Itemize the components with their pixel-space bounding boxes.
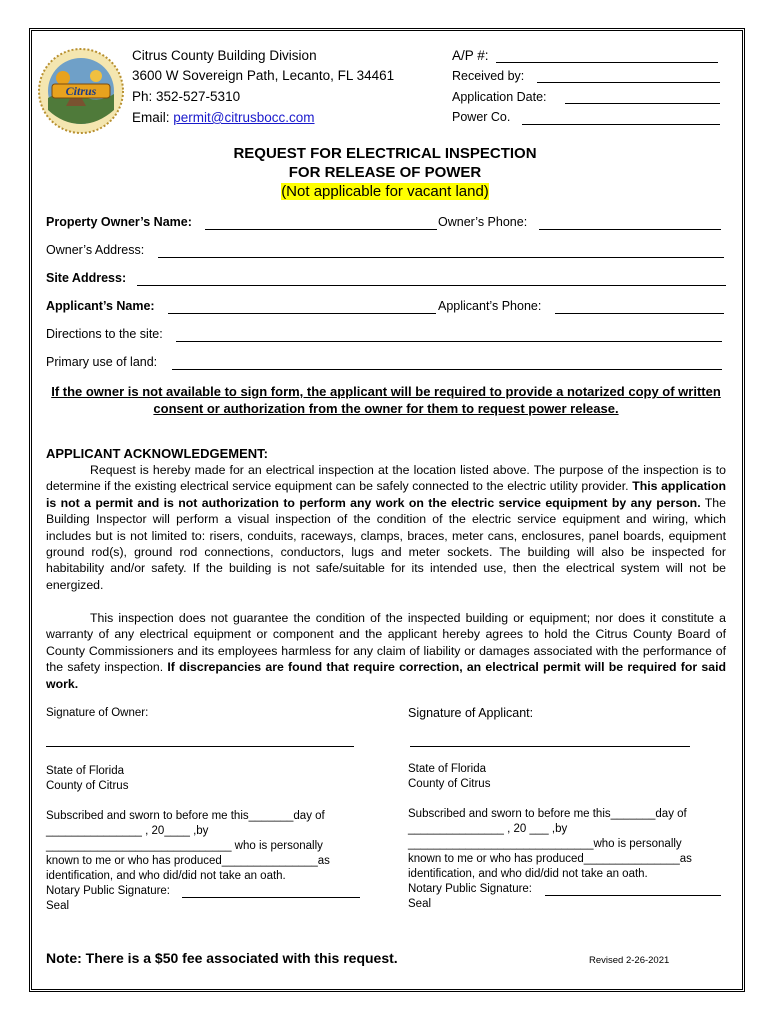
- owner-phone-field[interactable]: [539, 229, 721, 230]
- owner-name-label: Property Owner’s Name:: [46, 215, 192, 229]
- ack-p2-text: This inspection does not guarantee the condition of the inspected building or equipment; nor does it constitute a warranty of any electrical equipment or component and the applicant hereby agrees to hold the Citrus County Board of County Commissioners and its employees harmless for any claim of liability or damages associated with the performance of the safety inspection.: [46, 611, 726, 675]
- org-address: 3600 W Sovereign Path, Lecanto, FL 34461: [132, 68, 395, 83]
- sworn-text-right: Subscribed and sworn to before me this_______day of: [408, 808, 687, 820]
- seal-label-right: Seal: [408, 898, 432, 910]
- seal-label-left: Seal: [46, 900, 70, 912]
- org-phone: Ph: 352-527-5310: [132, 89, 241, 104]
- produced-line-right: known to me or who has produced_______________as: [408, 853, 692, 865]
- citrus-county-seal-logo: [38, 48, 124, 134]
- applicant-name-label: Applicant’s Name:: [46, 299, 155, 313]
- state-label-right: State of Florida: [408, 763, 486, 775]
- date-line-left: _______________ , 20____ ,by: [46, 825, 209, 837]
- fee-note: Note: There is a $50 fee associated with this request.: [46, 950, 398, 966]
- county-label-right: County of Citrus: [408, 778, 491, 790]
- produced-line-left: known to me or who has produced_______________as: [46, 855, 330, 867]
- ack-p2-bold: If discrepancies are found that require correction, an electrical permit will be required for said work.: [46, 660, 727, 691]
- owner-consent-warning: If the owner is not available to sign form, the applicant will be required to provide a notarized copy of written consent or authorization from the owner for them to request power release.: [51, 384, 721, 416]
- primary-use-label: Primary use of land:: [46, 355, 158, 369]
- ack-p1-bold: This application is not a permit and is not authorization to perform any work on the electric service equipment by any person.: [46, 479, 727, 510]
- personally-line-right: _____________________________who is personally: [408, 838, 682, 850]
- notary-label-right: Notary Public Signature:: [408, 883, 533, 895]
- org-name: Citrus County Building Division: [132, 48, 317, 63]
- svg-text:Citrus: Citrus: [65, 84, 97, 98]
- notary-signature-line-right[interactable]: [545, 895, 721, 896]
- power-co-label: Power Co.: [452, 110, 511, 124]
- email-link[interactable]: permit@citrusbocc.com: [173, 110, 315, 125]
- primary-use-field[interactable]: [172, 369, 722, 370]
- revision-date: Revised 2-26-2021: [589, 955, 670, 966]
- application-date-label: Application Date:: [452, 90, 547, 104]
- ap-number-line[interactable]: [496, 62, 718, 63]
- power-co-line[interactable]: [522, 124, 720, 125]
- sworn-text-left: Subscribed and sworn to before me this_______day of: [46, 810, 325, 822]
- form-title-line1: REQUEST FOR ELECTRICAL INSPECTION: [233, 145, 537, 162]
- form-title-note: [0, 183, 770, 200]
- applicant-signature-label: Signature of Applicant:: [408, 706, 534, 720]
- applicant-phone-label: Applicant’s Phone:: [438, 299, 542, 313]
- email-label: Email:: [132, 110, 170, 125]
- county-label-left: County of Citrus: [46, 780, 129, 792]
- date-line-right: _______________ , 20 ___ ,by: [408, 823, 568, 835]
- acknowledgement-heading: APPLICANT ACKNOWLEDGEMENT:: [46, 446, 268, 461]
- applicant-signature-line[interactable]: [410, 746, 690, 747]
- notary-label-left: Notary Public Signature:: [46, 885, 171, 897]
- personally-line-left: _____________________________ who is personally: [46, 840, 323, 852]
- owner-address-field[interactable]: [158, 257, 724, 258]
- received-by-line[interactable]: [537, 82, 720, 83]
- applicant-name-field[interactable]: [168, 313, 436, 314]
- acknowledgement-paragraph-1: [46, 462, 726, 593]
- oath-line-left: identification, and who did/did not take an oath.: [46, 870, 286, 882]
- owner-signature-label: Signature of Owner:: [46, 707, 149, 719]
- acknowledgement-paragraph-2: [46, 610, 726, 692]
- application-date-line[interactable]: [565, 103, 720, 104]
- directions-label: Directions to the site:: [46, 327, 163, 341]
- owner-address-label: Owner’s Address:: [46, 243, 145, 257]
- ap-number-label: A/P #:: [452, 48, 489, 63]
- ack-p1-text-b: The Building Inspector will perform a visual inspection of the condition of the electric service equipment and wiring, which includes but is not limited to: risers, conduits, raceways, clamps, braces, meter cans, enclosures, panel boards, equipment ground rod(s), ground rod connections, conductors, lugs and meter sockets. The building will also be inspected for habitability and/or safety. If the building is not safe/suitable for its intended use, then the electrical system will not be energized.: [46, 495, 726, 592]
- directions-field[interactable]: [176, 341, 722, 342]
- owner-name-field[interactable]: [205, 229, 437, 230]
- site-address-field[interactable]: [137, 285, 726, 286]
- org-email-row: [132, 110, 315, 125]
- oath-line-right: identification, and who did/did not take an oath.: [408, 868, 648, 880]
- state-label-left: State of Florida: [46, 765, 124, 777]
- owner-signature-line[interactable]: [46, 746, 354, 747]
- applicant-phone-field[interactable]: [555, 313, 724, 314]
- owner-phone-label: Owner’s Phone:: [438, 215, 528, 229]
- site-address-label: Site Address:: [46, 271, 127, 285]
- ack-p1-text-a: Request is hereby made for an electrical inspection at the location listed above. The purpose of the inspection is to determine if the existing electrical service equipment can be safely connected to the electric utility provider.: [46, 463, 726, 494]
- form-title-line2: FOR RELEASE OF POWER: [288, 164, 482, 181]
- vacant-land-note: (Not applicable for vacant land): [281, 183, 489, 200]
- received-by-label: Received by:: [452, 69, 525, 83]
- notary-signature-line-left[interactable]: [182, 897, 360, 898]
